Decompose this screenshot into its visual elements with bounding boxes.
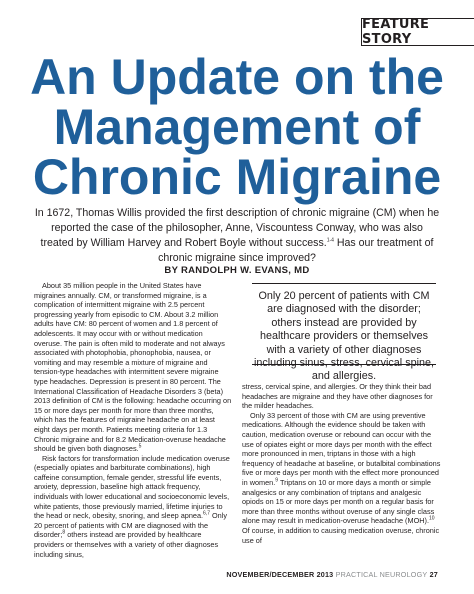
lede-paragraph	[34, 206, 440, 266]
reference-superscript: 8	[62, 530, 66, 537]
paragraph-text: Only 33 percent of those with CM are using preventive medications. Although the evidence should be taken with caution, medication overuse or rebound can occur with the use of opiates eight or more days per month with the effect more pronounced in men, triptans in those with a high frequency of headache at baseline, or butalbital combinations five or more days per month with the effect more pronounced in women.	[242, 410, 441, 487]
body-paragraph: stress, cervical spine, and allergies. Or they think their bad headaches are migraine and they have other diagnoses for the milder headaches.	[242, 382, 433, 411]
footer-issue: NOVEMBER/DECEMBER 2013	[226, 570, 334, 579]
reference-superscript: 5	[138, 443, 142, 450]
article-title	[0, 49, 474, 205]
paragraph-text: Of course, in addition to causing medication overuse, chronic use of	[242, 525, 440, 545]
body-paragraph	[34, 454, 232, 560]
paragraph-text: About 35 million people in the United States have migraines annually. CM, or transformed migraine, is a complication of intermittent migraine with 2.5 percent progressing yearly from episodic to CM. About 3.2 million adults have CM: 80 percent of women and 1.8 percent of adolescents. It may occur with or without medication overuse. The pain is often mild to moderate and not always associated with photophobia, phonophobia, nausea, or vomiting and may resemble a mixture of migraine and tension-type headaches with intermittent severe migraine type headaches. Depression is present in 80 percent. The International Classification of Headache Disorders 3 (beta) 2013 definition of CM is the following: headache occurring on 15 or more days per month for more than three months, which has the features of migraine headache on at least eight days per month. Patients meeting criteria for 1.3 Chronic migraine and for 8.2 Medication-overuse headache should be given both diagnoses.	[34, 281, 232, 454]
paragraph-text: Risk factors for transformation include medication overuse (especially opiates and barbiturate combinations), high caffeine consumption, female gender, stressful life events, anxiety, depression, baseline high attack frequency, individuals with lower educational and socioeconomic levels, white patients, those previously married, lifetime injuries to the head or neck, obesity, snoring, and sleep apnea.	[34, 453, 230, 521]
footer-journal: PRACTICAL NEUROLOGY	[335, 570, 428, 579]
paragraph-text: Only 20 percent of patients with CM are diagnosed with the disorder;	[34, 511, 228, 540]
reference-superscript: 9	[275, 477, 279, 484]
body-paragraph	[34, 281, 232, 454]
byline: BY RANDOLPH W. EVANS, MD	[164, 265, 310, 276]
page-number: 27	[429, 570, 438, 579]
reference-superscript: 6,7	[203, 510, 210, 517]
section-tag: FEATURE STORY	[361, 18, 474, 46]
body-column-left	[34, 281, 232, 559]
page-footer	[226, 570, 438, 579]
reference-superscript: 10	[428, 515, 435, 522]
title-line-2: Management of	[53, 99, 421, 155]
lede-tail: Has our treatment of chronic migraine since improved?	[158, 237, 434, 264]
body-column-right	[242, 382, 442, 545]
title-line-3: Chronic Migraine	[32, 149, 442, 205]
body-paragraph	[242, 411, 442, 545]
lede-text: In 1672, Thomas Willis provided the first description of chronic migraine (CM) when he reported the case of the philosopher, Anne, Viscountess Conway, who was also treated by William Harvey and Robert Boyle without success.	[34, 207, 440, 249]
paragraph-text: others instead are provided by healthcare providers or themselves with a variety of other diagnoses including sinus,	[34, 530, 219, 559]
paragraph-text: Triptans on 10 or more days a month or simple analgesics or any combination of triptans and analgesic opiods on 15 or more days per month on a regular basis for more than three months without overuse of any single class alone may result in medication-overuse headache (MOH).	[242, 477, 435, 526]
lede-reference: 1-4	[326, 237, 334, 244]
pull-quote: Only 20 percent of patients with CM are diagnosed with the disorder; others instead are provided by healthcare providers or themselves with a variety of other diagnoses including sinus, stress, cervical spine, and allergies.	[252, 283, 436, 365]
title-line-1: An Update on the	[30, 49, 444, 105]
